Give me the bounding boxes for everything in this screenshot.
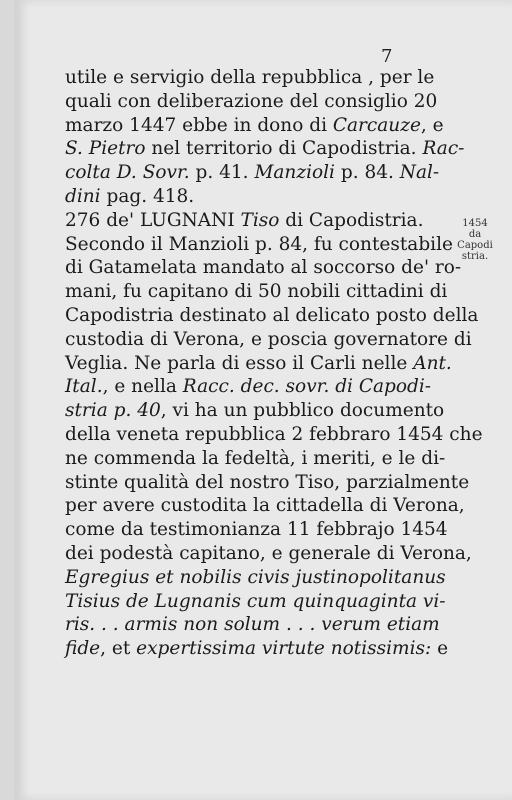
text-run: , e: [420, 114, 444, 136]
text-run: custodia di Verona, e poscia governatore di: [65, 328, 472, 350]
italic-text: dini: [65, 185, 101, 207]
italic-text: S. Pietro: [65, 138, 146, 160]
text-line: [65, 471, 470, 495]
text-run: quali con deliberazione del consiglio 20: [65, 90, 438, 112]
text-line: [65, 256, 462, 280]
text-run: come da testimonianza 11 febbrajo 1454: [65, 519, 448, 541]
italic-text: Racc. dec. sovr. di Capodi-: [182, 376, 432, 398]
margin-note-line: da Capodi: [457, 229, 493, 251]
text-line: [65, 304, 479, 328]
italic-text: Nal-: [399, 162, 440, 184]
text-line: [65, 518, 448, 542]
italic-text: expertissima virtute notissimis:: [136, 638, 432, 660]
italic-text: Rac-: [422, 138, 465, 160]
text-run: p. 41.: [189, 162, 255, 184]
text-run: e: [431, 638, 449, 660]
page-number: 7: [381, 46, 393, 67]
text-run: pag. 418.: [100, 185, 195, 207]
text-run: , e nella: [102, 376, 183, 398]
italic-text: Egregius et nobilis civis justinopolitanus: [65, 566, 446, 588]
text-run: , vi ha un pubblico documento: [160, 400, 445, 422]
text-line: [65, 66, 437, 90]
text-run: nel territorio di Capodistria.: [145, 138, 423, 160]
text-line: [65, 352, 452, 376]
text-run: di Capodistria.: [279, 209, 424, 231]
text-run: Capodistria destinato al delicato posto della: [65, 304, 479, 326]
text-run: , et: [100, 638, 137, 660]
text-line: [65, 447, 446, 471]
italic-text: Manzioli: [254, 162, 335, 184]
italic-text: Ant.: [413, 352, 452, 374]
book-page: [14, 0, 512, 800]
text-run: della veneta repubblica 2 febbraro 1454 che: [65, 423, 483, 445]
margin-note-line: stria.: [461, 251, 489, 262]
text-line: [65, 613, 440, 637]
italic-text: stria p. 40: [65, 400, 161, 422]
text-line: [65, 233, 453, 257]
text-run: Veglia. Ne parla di esso il Carli nelle: [65, 352, 414, 374]
text-line: [65, 399, 445, 423]
text-run: per avere custodita la cittadella di Verona,: [65, 495, 465, 517]
text-run: ne commenda la fedeltà, i meriti, e le di-: [65, 447, 446, 469]
text-run: di Gatamelata mandato al soccorso de' ro-: [65, 257, 462, 279]
text-run: p. 84.: [334, 162, 400, 184]
text-line: [65, 161, 440, 185]
italic-text: Tisius de Lugnanis cum quinquaginta vi-: [65, 590, 446, 612]
text-line: [65, 114, 444, 138]
text-run: mani, fu capitano di 50 nobili cittadini di: [65, 281, 448, 303]
text-line: [65, 328, 472, 352]
italic-text: Tiso: [240, 209, 280, 231]
text-line: [65, 566, 446, 590]
margin-note: [451, 218, 499, 262]
text-run: 276 de' LUGNANI: [65, 209, 241, 231]
margin-note-line: 1454: [462, 218, 488, 229]
text-run: dei podestà capitano, e generale di Verona,: [65, 542, 472, 564]
text-line: [65, 185, 437, 209]
text-line: [65, 90, 437, 114]
text-line: [65, 590, 446, 614]
italic-text: fide: [65, 638, 101, 660]
text-run: utile e servigio della repubblica , per le: [65, 67, 435, 88]
italic-text: ris. . . armis non solum . . . verum etiam: [65, 614, 440, 636]
italic-text: Carcauze: [332, 114, 421, 136]
text-line: [65, 423, 483, 447]
text-run: Secondo il Manzioli p. 84, fu contestabile: [65, 233, 453, 255]
text-line: [65, 137, 465, 161]
text-line: [65, 494, 465, 518]
italic-text: colta D. Sovr.: [65, 162, 190, 184]
italic-text: Ital.: [65, 376, 103, 398]
text-line: [65, 637, 449, 661]
text-line: [65, 542, 472, 566]
text-line: [65, 375, 437, 399]
text-line: [65, 209, 437, 233]
text-run: stinte qualità del nostro Tiso, parzialmente: [65, 471, 470, 493]
text-run: marzo 1447 ebbe in dono di: [65, 114, 333, 136]
text-line: [65, 280, 448, 304]
